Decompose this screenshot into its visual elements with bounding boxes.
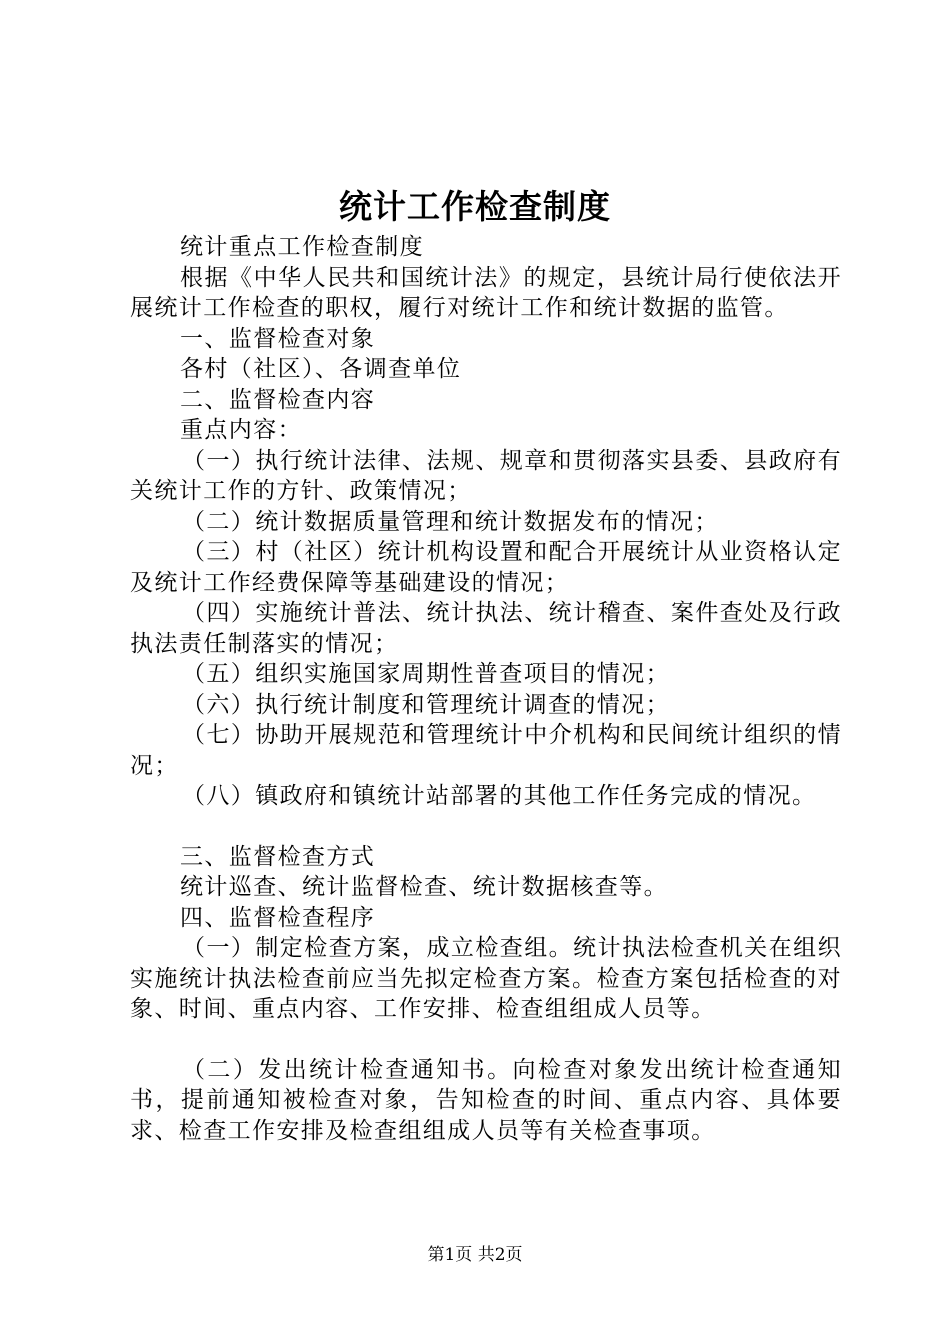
spacer — [130, 812, 842, 842]
list-item: （一）执行统计法律、法规、规章和贯彻落实县委、县政府有关统计工作的方针、政策情况； — [130, 447, 842, 504]
list-item: （六）执行统计制度和管理统计调查的情况； — [182, 691, 670, 718]
list-item: （二）统计数据质量管理和统计数据发布的情况； — [182, 508, 719, 535]
document-body — [130, 232, 842, 1146]
section-heading-4: 四、监督检查程序 — [180, 904, 376, 931]
list-item: （五）组织实施国家周期性普查项目的情况； — [182, 661, 670, 687]
paragraph: 统计巡查、统计监督检查、统计数据核查等。 — [180, 874, 668, 900]
paragraph-subtitle: 统计重点工作检查制度 — [180, 234, 424, 260]
list-item: （三）村（社区）统计机构设置和配合开展统计从业资格认定及统计工作经费保障等基础建设的情况； — [130, 539, 842, 596]
spacer — [130, 1025, 842, 1055]
document-title: 统计工作检查制度 — [339, 187, 611, 226]
section-heading-1: 一、监督检查对象 — [180, 325, 376, 352]
list-item: （八）镇政府和镇统计站部署的其他工作任务完成的情况。 — [182, 783, 817, 809]
list-item: （二）发出统计检查通知书。向检查对象发出统计检查通知书，提前通知被检查对象，告知检查的时间、重点内容、具体要求、检查工作安排及检查组组成人员等有关检查事项。 — [130, 1056, 842, 1144]
section-heading-2: 二、监督检查内容 — [180, 386, 376, 413]
section-heading-3: 三、监督检查方式 — [180, 843, 376, 870]
paragraph: 各村（社区）、各调查单位 — [180, 356, 462, 382]
paragraph: 重点内容： — [180, 417, 302, 443]
page-footer: 第1页 共2页 — [427, 1245, 523, 1265]
paragraph-intro: 根据《中华人民共和国统计法》的规定，县统计局行使依法开展统计工作检查的职权，履行对统计工作和统计数据的监管。 — [130, 264, 842, 321]
list-item: （七）协助开展规范和管理统计中介机构和民间统计组织的情况； — [130, 722, 842, 779]
list-item: （四）实施统计普法、统计执法、统计稽查、案件查处及行政执法责任制落实的情况； — [130, 600, 842, 657]
list-item: （一）制定检查方案，成立检查组。统计执法检查机关在组织实施统计执法检查前应当先拟定检查方案。检查方案包括检查的对象、时间、重点内容、工作安排、检查组组成人员等。 — [130, 935, 842, 1022]
